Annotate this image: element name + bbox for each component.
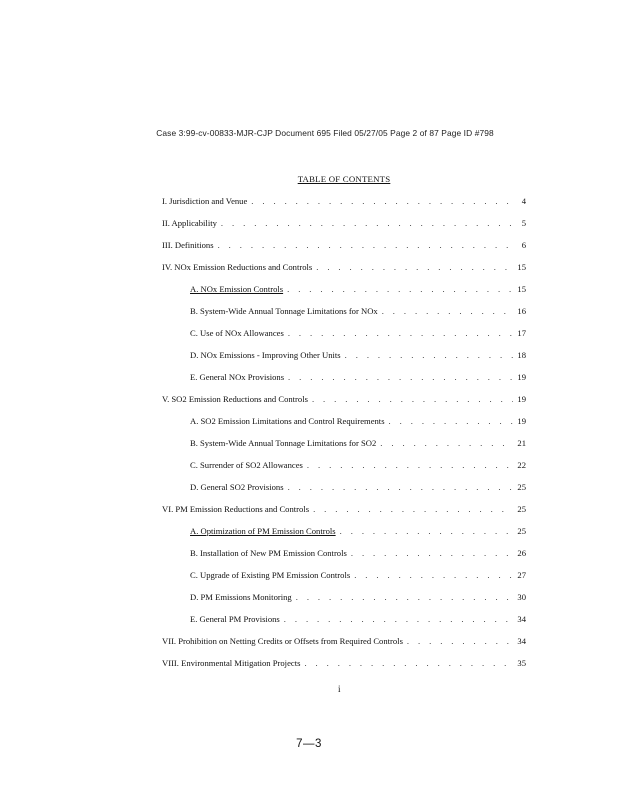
dot-leader	[218, 240, 514, 251]
toc-entry-nox-other-units[interactable]	[190, 350, 526, 361]
toc-entry-page: 27	[517, 570, 526, 580]
toc-entry-label: C. Use of NOx Allowances	[190, 328, 284, 338]
toc-entry-label: VI. PM Emission Reductions and Controls	[162, 504, 310, 514]
dot-leader	[313, 504, 513, 515]
toc-entry-label: E. General PM Provisions	[190, 614, 280, 624]
toc-entry-pm-section[interactable]	[162, 504, 526, 515]
dot-leader	[284, 614, 514, 625]
page-number-roman: i	[338, 684, 341, 694]
toc-entry-pm-monitoring[interactable]	[190, 592, 526, 603]
toc-entry-netting-prohibition[interactable]	[162, 636, 526, 647]
dot-leader	[288, 328, 514, 339]
toc-entry-label: II. Applicability	[162, 218, 217, 228]
toc-entry-page: 35	[517, 658, 526, 668]
toc-entry-label: I. Jurisdiction and Venue	[162, 196, 248, 206]
dot-leader	[345, 350, 514, 361]
toc-entry-page: 26	[517, 548, 526, 558]
toc-entry-page: 16	[517, 306, 526, 316]
toc-entry-nox-general[interactable]	[190, 372, 526, 383]
toc-entry-page: 4	[521, 196, 526, 206]
toc-entry-page: 34	[517, 614, 526, 624]
toc-entry-definitions[interactable]	[162, 240, 526, 251]
toc-entry-pm-general[interactable]	[190, 614, 526, 625]
dot-leader	[354, 570, 513, 581]
dot-leader	[304, 658, 513, 669]
toc-entry-so2-surrender[interactable]	[190, 460, 526, 471]
toc-entry-nox-tonnage[interactable]	[190, 306, 526, 317]
toc-entry-label: V. SO2 Emission Reductions and Controls	[162, 394, 308, 404]
toc-entry-page: 6	[521, 240, 526, 250]
toc-entry-mitigation-projects[interactable]	[162, 658, 526, 669]
toc-entry-jurisdiction[interactable]	[162, 196, 526, 207]
toc-entry-so2-tonnage[interactable]	[190, 438, 526, 449]
toc-entry-label: IV. NOx Emission Reductions and Controls	[162, 262, 313, 272]
case-header: Case 3:99-cv-00833-MJR-CJP Document 695 Filed 05/27/05 Page 2 of 87 Page ID #798	[156, 128, 494, 138]
toc-entry-label: D. NOx Emissions - Improving Other Units	[190, 350, 341, 360]
dot-leader	[351, 548, 514, 559]
dot-leader	[389, 416, 514, 427]
toc-entry-page: 25	[517, 526, 526, 536]
toc-entry-page: 15	[517, 262, 526, 272]
toc-entry-label: C. Upgrade of Existing PM Emission Controls	[190, 570, 351, 580]
toc-entry-so2-general[interactable]	[190, 482, 526, 493]
toc-entry-label: A. NOx Emission Controls	[190, 284, 284, 294]
dot-leader	[287, 284, 513, 295]
toc-entry-label: D. General SO2 Provisions	[190, 482, 284, 492]
toc-entry-pm-optimization[interactable]	[190, 526, 526, 537]
dot-leader	[382, 306, 514, 317]
toc-entry-page: 19	[517, 372, 526, 382]
toc-title: TABLE OF CONTENTS	[297, 174, 391, 184]
toc-entry-label: A. SO2 Emission Limitations and Control Requirements	[190, 416, 385, 426]
toc-entry-pm-upgrade[interactable]	[190, 570, 526, 581]
toc-entry-page: 22	[517, 460, 526, 470]
dot-leader	[380, 438, 513, 449]
toc-entry-label: D. PM Emissions Monitoring	[190, 592, 292, 602]
toc-entry-label: E. General NOx Provisions	[190, 372, 285, 382]
page-footer-number: 7—3	[296, 738, 322, 750]
dot-leader	[407, 636, 513, 647]
dot-leader	[312, 394, 513, 405]
dot-leader	[340, 526, 514, 537]
toc-entry-page: 34	[517, 636, 526, 646]
toc-entry-label: B. System-Wide Annual Tonnage Limitations for SO2	[190, 438, 377, 448]
dot-leader	[296, 592, 514, 603]
dot-leader	[288, 372, 513, 383]
toc-entry-label: B. System-Wide Annual Tonnage Limitations for NOx	[190, 306, 378, 316]
dot-leader	[288, 482, 514, 493]
toc-entry-page: 17	[517, 328, 526, 338]
toc-entry-page: 25	[517, 504, 526, 514]
toc-entry-nox-section[interactable]	[162, 262, 526, 273]
toc-entry-pm-installation[interactable]	[190, 548, 526, 559]
toc-entry-page: 19	[517, 394, 526, 404]
toc-entry-nox-controls[interactable]	[190, 284, 526, 295]
toc-entry-page: 25	[517, 482, 526, 492]
toc-entry-label: B. Installation of New PM Emission Controls	[190, 548, 347, 558]
toc-entry-page: 19	[517, 416, 526, 426]
toc-entry-page: 15	[517, 284, 526, 294]
toc-entry-label: VII. Prohibition on Netting Credits or Offsets from Required Controls	[162, 636, 403, 646]
toc-entry-label: VIII. Environmental Mitigation Projects	[162, 658, 301, 668]
dot-leader	[251, 196, 514, 207]
toc-entry-page: 30	[517, 592, 526, 602]
dot-leader	[307, 460, 514, 471]
dot-leader	[316, 262, 513, 273]
toc-entry-label: A. Optimization of PM Emission Controls	[190, 526, 336, 536]
toc-entry-page: 18	[517, 350, 526, 360]
dot-leader	[221, 218, 514, 229]
toc-entry-label: C. Surrender of SO2 Allowances	[190, 460, 303, 470]
toc-entry-so2-section[interactable]	[162, 394, 526, 405]
toc-entry-label: III. Definitions	[162, 240, 214, 250]
toc-entry-so2-limitations[interactable]	[190, 416, 526, 427]
toc-entry-page: 21	[517, 438, 526, 448]
toc-entry-nox-allowances[interactable]	[190, 328, 526, 339]
toc-entry-page: 5	[521, 218, 526, 228]
toc-entry-applicability[interactable]	[162, 218, 526, 229]
